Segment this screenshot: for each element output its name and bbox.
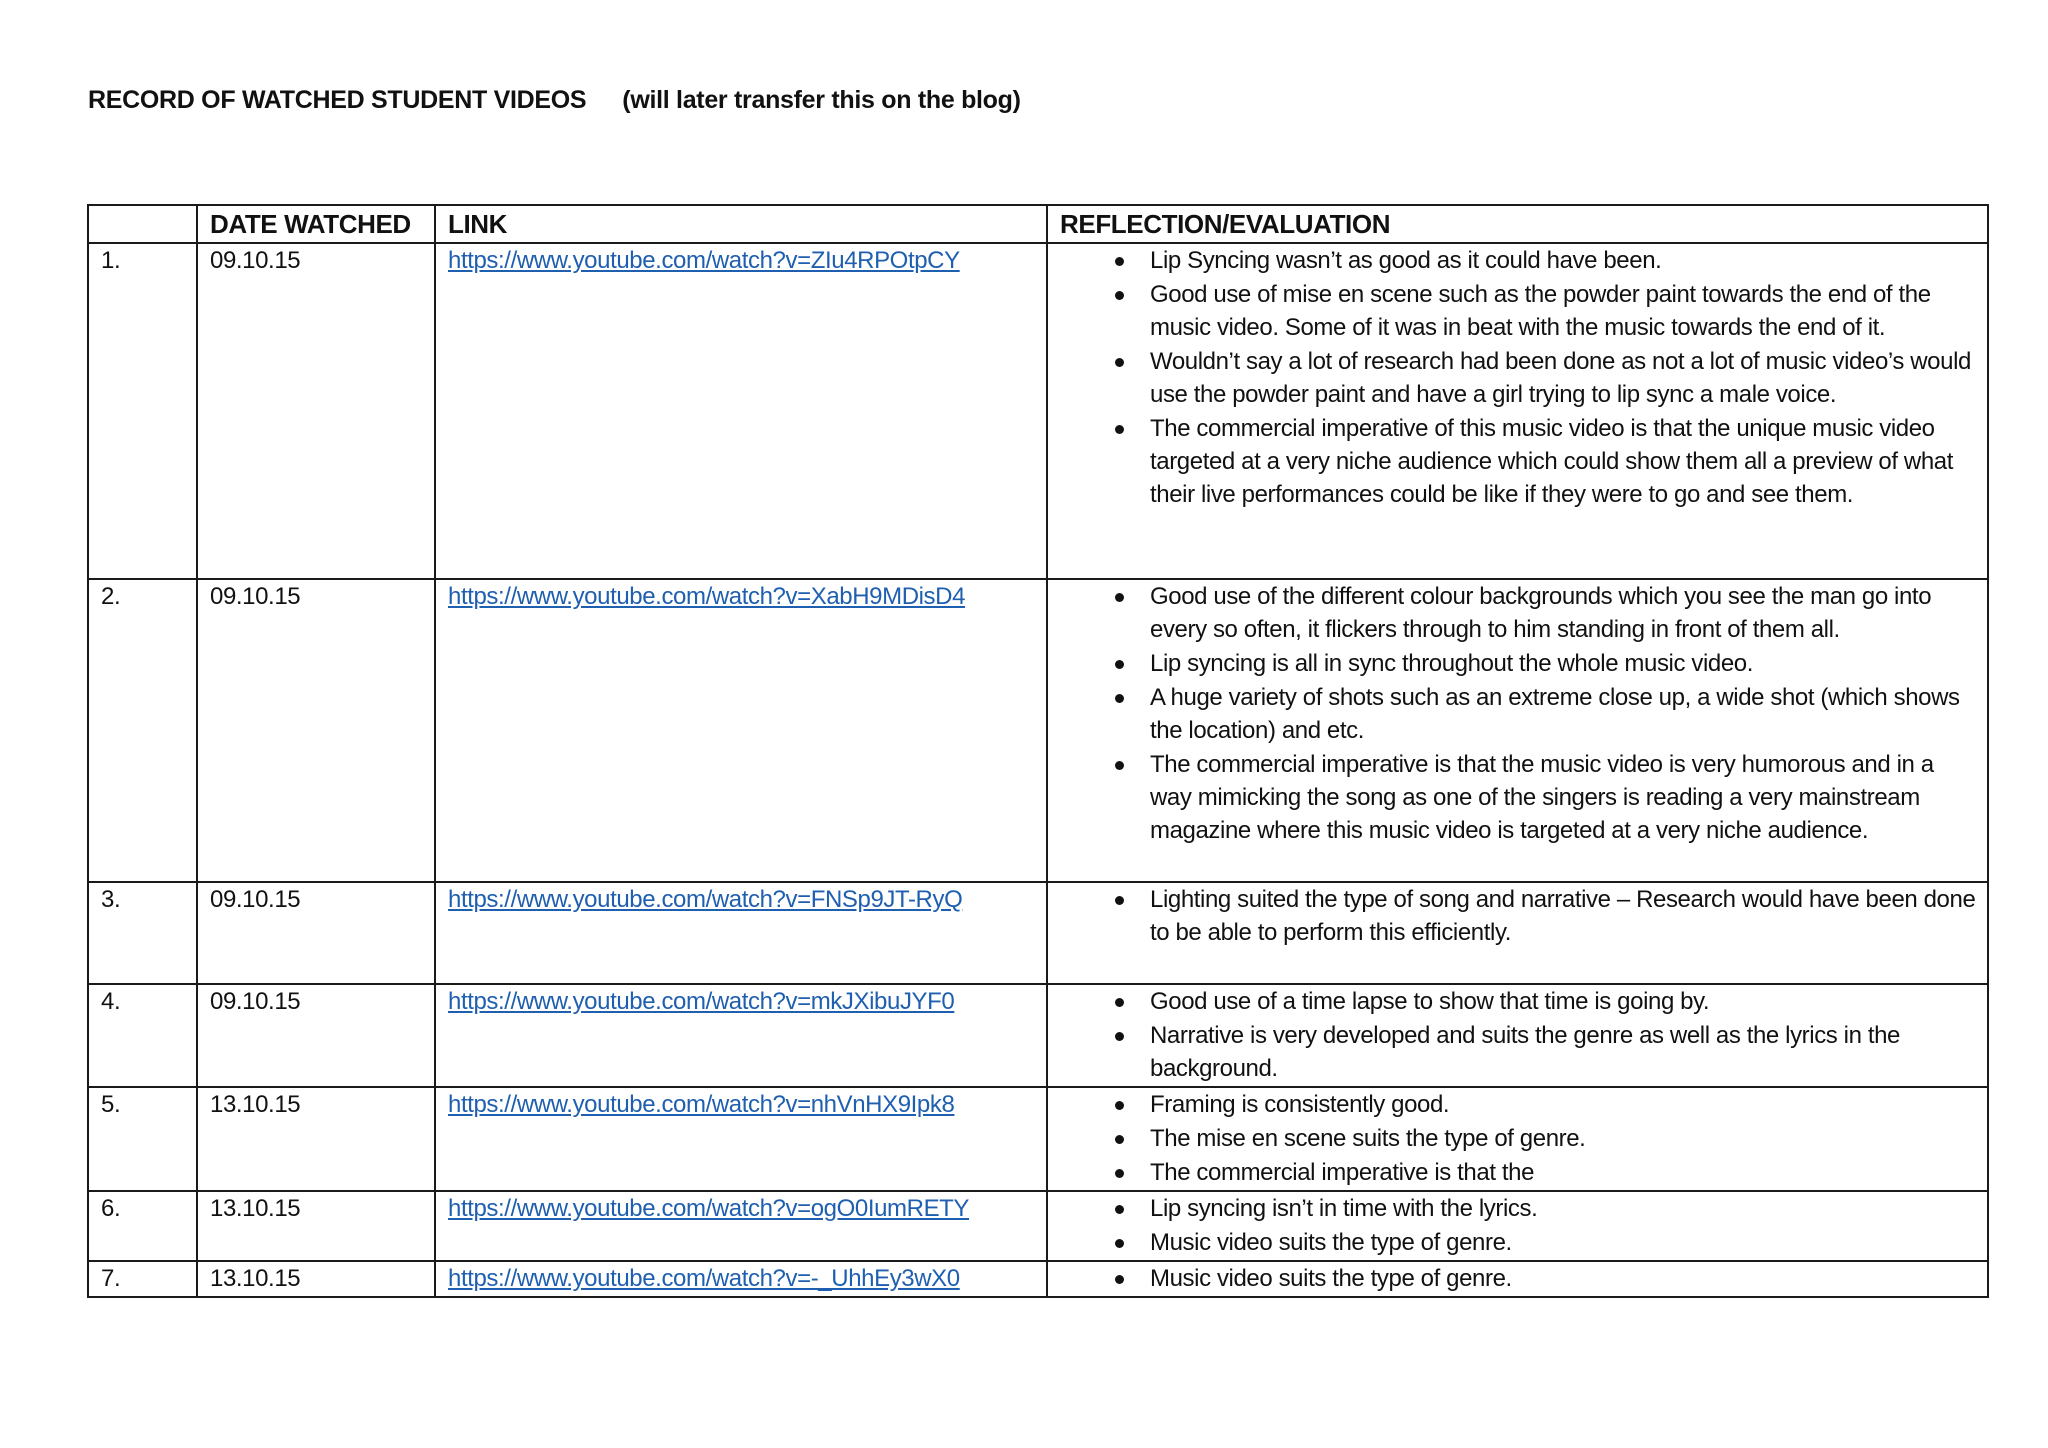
reflection-point: Lip syncing isn’t in time with the lyrics. bbox=[1060, 1192, 1979, 1225]
reflection-point: The commercial imperative of this music video is that the unique music video targeted at a very niche audience which could show them all a preview of what their live performances could be like if they were to go and see them. bbox=[1060, 412, 1979, 511]
link-cell bbox=[435, 579, 1047, 882]
reflection-list bbox=[1060, 244, 1987, 511]
link-cell bbox=[435, 882, 1047, 984]
video-link[interactable]: https://www.youtube.com/watch?v=-_UhhEy3wX0 bbox=[448, 1265, 960, 1292]
reflection-list bbox=[1060, 580, 1987, 847]
reflection-list bbox=[1060, 883, 1987, 949]
reflection-point: The mise en scene suits the type of genre. bbox=[1060, 1122, 1979, 1155]
video-link[interactable]: https://www.youtube.com/watch?v=ogO0IumRETY bbox=[448, 1195, 970, 1222]
link-cell bbox=[435, 984, 1047, 1087]
reflection-list bbox=[1060, 1088, 1987, 1189]
table-row bbox=[88, 243, 1988, 579]
link-cell bbox=[435, 1191, 1047, 1261]
reflection-point: Lighting suited the type of song and narrative – Research would have been done to be able to perform this efficiently. bbox=[1060, 883, 1979, 949]
reflection-point: Lip syncing is all in sync throughout the whole music video. bbox=[1060, 647, 1979, 680]
header-index bbox=[88, 205, 197, 243]
reflection-point: Music video suits the type of genre. bbox=[1060, 1262, 1979, 1295]
reflection-point: Good use of mise en scene such as the powder paint towards the end of the music video. Some of it was in beat with the music towards the end of it. bbox=[1060, 278, 1979, 344]
date-watched-cell: 09.10.15 bbox=[197, 984, 435, 1087]
date-watched-cell: 13.10.15 bbox=[197, 1087, 435, 1191]
reflection-cell bbox=[1047, 243, 1988, 579]
reflection-point: The commercial imperative is that the bbox=[1060, 1156, 1979, 1189]
reflection-point: Framing is consistently good. bbox=[1060, 1088, 1979, 1121]
table-row bbox=[88, 579, 1988, 882]
reflection-point: Wouldn’t say a lot of research had been done as not a lot of music video’s would use the powder paint and have a girl trying to lip sync a male voice. bbox=[1060, 345, 1979, 411]
link-cell bbox=[435, 1261, 1047, 1297]
video-link[interactable]: https://www.youtube.com/watch?v=mkJXibuJYF0 bbox=[448, 988, 955, 1015]
video-link[interactable]: https://www.youtube.com/watch?v=XabH9MDisD4 bbox=[448, 583, 966, 610]
header-date-watched: DATE WATCHED bbox=[197, 205, 435, 243]
date-watched-cell: 09.10.15 bbox=[197, 579, 435, 882]
reflection-point: Good use of the different colour backgrounds which you see the man go into every so often, it flickers through to him standing in front of them all. bbox=[1060, 580, 1979, 646]
row-number: 3. bbox=[88, 882, 197, 984]
reflection-point: A huge variety of shots such as an extreme close up, a wide shot (which shows the location) and etc. bbox=[1060, 681, 1979, 747]
date-watched-cell: 09.10.15 bbox=[197, 882, 435, 984]
link-cell bbox=[435, 243, 1047, 579]
table-row bbox=[88, 1087, 1988, 1191]
reflection-list bbox=[1060, 1262, 1987, 1295]
row-number: 2. bbox=[88, 579, 197, 882]
reflection-point: Good use of a time lapse to show that time is going by. bbox=[1060, 985, 1979, 1018]
table-header-row bbox=[88, 205, 1988, 243]
date-watched-cell: 13.10.15 bbox=[197, 1261, 435, 1297]
reflection-point: Lip Syncing wasn’t as good as it could have been. bbox=[1060, 244, 1979, 277]
reflection-cell bbox=[1047, 882, 1988, 984]
table-row bbox=[88, 882, 1988, 984]
video-link[interactable]: https://www.youtube.com/watch?v=nhVnHX9Ipk8 bbox=[448, 1091, 955, 1118]
table-row bbox=[88, 984, 1988, 1087]
reflection-cell bbox=[1047, 1087, 1988, 1191]
date-watched-cell: 09.10.15 bbox=[197, 243, 435, 579]
table-row bbox=[88, 1191, 1988, 1261]
row-number: 7. bbox=[88, 1261, 197, 1297]
reflection-cell bbox=[1047, 579, 1988, 882]
date-watched-cell: 13.10.15 bbox=[197, 1191, 435, 1261]
document-note: (will later transfer this on the blog) bbox=[622, 86, 1021, 114]
reflection-point: The commercial imperative is that the music video is very humorous and in a way mimicking the song as one of the singers is reading a very mainstream magazine where this music video is targeted at a very niche audience. bbox=[1060, 748, 1979, 847]
row-number: 1. bbox=[88, 243, 197, 579]
reflection-list bbox=[1060, 1192, 1987, 1259]
reflection-point: Music video suits the type of genre. bbox=[1060, 1226, 1979, 1259]
reflection-list bbox=[1060, 985, 1987, 1085]
document-heading bbox=[88, 86, 1021, 115]
row-number: 4. bbox=[88, 984, 197, 1087]
table-row bbox=[88, 1261, 1988, 1297]
reflection-cell bbox=[1047, 1191, 1988, 1261]
row-number: 6. bbox=[88, 1191, 197, 1261]
row-number: 5. bbox=[88, 1087, 197, 1191]
video-record-table bbox=[87, 204, 1989, 1298]
header-link: LINK bbox=[435, 205, 1047, 243]
reflection-cell bbox=[1047, 984, 1988, 1087]
table-body bbox=[88, 243, 1988, 1297]
reflection-cell bbox=[1047, 1261, 1988, 1297]
document-title: RECORD OF WATCHED STUDENT VIDEOS bbox=[88, 86, 587, 114]
reflection-point: Narrative is very developed and suits the genre as well as the lyrics in the background. bbox=[1060, 1019, 1979, 1085]
link-cell bbox=[435, 1087, 1047, 1191]
video-link[interactable]: https://www.youtube.com/watch?v=FNSp9JT-RyQ bbox=[448, 886, 963, 913]
video-link[interactable]: https://www.youtube.com/watch?v=ZIu4RPOtpCY bbox=[448, 247, 960, 274]
header-reflection: REFLECTION/EVALUATION bbox=[1047, 205, 1988, 243]
